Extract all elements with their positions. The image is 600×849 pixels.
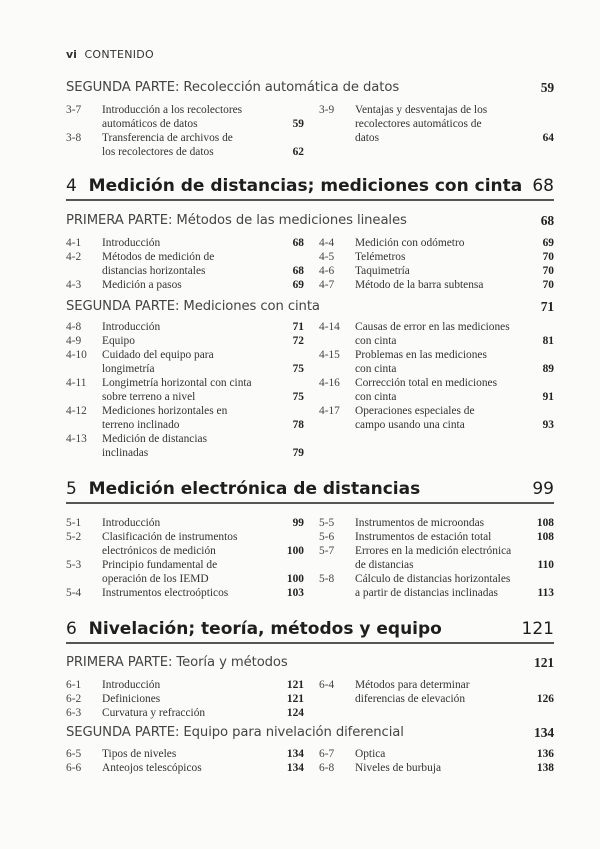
section-number: 4-4 — [319, 237, 335, 249]
section-page: 126 — [536, 693, 554, 705]
section-number: 5-7 — [319, 545, 335, 557]
section-title: Introducción a los recolectores automáticos de datos — [102, 104, 243, 130]
section-number: 4-9 — [66, 335, 82, 347]
chapter-title: Nivelación; teoría, métodos y equipo — [88, 619, 442, 639]
section-page: 121 — [286, 693, 304, 705]
part-heading — [66, 80, 554, 96]
section-page: 103 — [286, 587, 304, 599]
section-number: 3-8 — [66, 132, 82, 144]
toc-entry[interactable] — [319, 103, 554, 145]
toc-column — [66, 747, 304, 775]
part-heading — [66, 725, 554, 741]
toc-entry[interactable] — [66, 432, 304, 460]
running-title: CONTENIDO — [84, 48, 154, 61]
section-page: 70 — [542, 279, 554, 291]
section-page: 69 — [542, 237, 554, 249]
section-number: 4-17 — [319, 405, 340, 417]
toc-entry[interactable] — [319, 278, 554, 292]
section-number: 5-8 — [319, 573, 335, 585]
section-title: Instrumentos de microondas — [355, 517, 485, 529]
part-page: 134 — [534, 725, 554, 740]
section-page: 70 — [542, 251, 554, 263]
section-page: 70 — [542, 265, 554, 277]
section-page: 136 — [536, 748, 554, 760]
section-title: Longimetría horizontal con cinta sobre terreno a nivel — [102, 377, 252, 403]
section-title: Principio fundamental de operación de los IEMD — [102, 559, 218, 585]
section-number: 6-6 — [66, 762, 82, 774]
toc-entry[interactable] — [66, 278, 304, 292]
section-title: Anteojos telescópicos — [102, 762, 202, 774]
section-title: Curvatura y refracción — [102, 707, 206, 719]
toc-entry[interactable] — [319, 761, 554, 775]
page-number: vi — [66, 48, 77, 61]
toc-entry[interactable] — [319, 348, 554, 376]
section-title: Instrumentos electroópticos — [102, 587, 229, 599]
section-page: 89 — [542, 363, 554, 375]
toc-entry[interactable] — [66, 334, 304, 348]
section-title: Medición con odómetro — [355, 237, 465, 249]
toc-column — [319, 678, 554, 706]
toc-entry[interactable] — [66, 131, 304, 159]
chapter-heading — [66, 619, 554, 639]
section-title: Tipos de niveles — [102, 748, 177, 760]
part-heading — [66, 655, 554, 671]
toc-entry[interactable] — [66, 530, 304, 558]
section-title: Telémetros — [355, 251, 406, 263]
section-title: Cuidado del equipo para longimetría — [102, 349, 214, 375]
chapter-heading — [66, 479, 554, 499]
section-page: 113 — [537, 587, 554, 599]
section-page: 100 — [286, 545, 304, 557]
section-number: 4-3 — [66, 279, 82, 291]
chapter-number: 5 — [66, 479, 77, 499]
section-number: 5-6 — [319, 531, 335, 543]
toc-entry[interactable] — [319, 678, 554, 706]
section-title: Errores en la medición electrónica de distancias — [355, 545, 512, 571]
toc-entry[interactable] — [66, 706, 304, 720]
section-number: 5-4 — [66, 587, 82, 599]
section-title: Medición de distancias inclinadas — [102, 433, 208, 459]
toc-entry[interactable] — [66, 103, 304, 131]
toc-entry[interactable] — [319, 264, 554, 278]
section-page: 71 — [292, 321, 304, 333]
toc-entry[interactable] — [66, 250, 304, 278]
section-title: Clasificación de instrumentos electrónicos de medición — [102, 531, 238, 557]
chapter-rule — [66, 199, 554, 201]
section-page: 108 — [536, 517, 554, 529]
section-page: 100 — [286, 573, 304, 585]
section-title: Ventajas y desventajas de los recolectores automáticos de datos — [355, 104, 488, 144]
section-title: Corrección total en mediciones con cinta — [355, 377, 498, 403]
section-number: 6-1 — [66, 679, 82, 691]
part-page: 121 — [534, 655, 554, 670]
section-page: 93 — [542, 419, 554, 431]
section-number: 4-1 — [66, 237, 82, 249]
toc-entry[interactable] — [66, 516, 304, 530]
section-title: Instrumentos de estación total — [355, 531, 492, 543]
part-title: PRIMERA PARTE: Métodos de las mediciones lineales — [66, 213, 407, 228]
section-number: 4-13 — [66, 433, 87, 445]
toc-entry[interactable] — [66, 678, 304, 692]
section-number: 4-8 — [66, 321, 82, 333]
section-title: Problemas en las mediciones con cinta — [355, 349, 487, 375]
toc-entry[interactable] — [319, 376, 554, 404]
section-page: 78 — [292, 419, 304, 431]
toc-column — [319, 516, 554, 600]
part-heading — [66, 213, 554, 229]
section-page: 64 — [542, 132, 554, 144]
toc-entry[interactable] — [319, 572, 554, 600]
chapter-page: 121 — [521, 619, 554, 639]
toc-column — [319, 236, 554, 292]
section-title: Niveles de burbuja — [355, 762, 442, 774]
section-title: Introducción — [102, 517, 161, 529]
running-head — [66, 48, 154, 61]
section-page: 134 — [286, 762, 304, 774]
section-title: Definiciones — [102, 693, 161, 705]
section-page: 75 — [292, 363, 304, 375]
section-page: 75 — [292, 391, 304, 403]
section-page: 72 — [292, 335, 304, 347]
toc-entry[interactable] — [66, 586, 304, 600]
toc-entry[interactable] — [66, 348, 304, 376]
part-page: 59 — [540, 80, 554, 95]
section-page: 59 — [292, 118, 304, 130]
toc-entry[interactable] — [66, 761, 304, 775]
chapter-number: 4 — [66, 176, 77, 196]
section-number: 6-3 — [66, 707, 82, 719]
section-page: 68 — [292, 265, 304, 277]
toc-entry[interactable] — [319, 236, 554, 250]
section-title: Operaciones especiales de campo usando una cinta — [355, 405, 475, 431]
section-page: 69 — [292, 279, 304, 291]
section-number: 4-10 — [66, 349, 87, 361]
chapter-title: Medición electrónica de distancias — [88, 479, 421, 499]
section-title: Optica — [355, 748, 386, 760]
toc-entry[interactable] — [319, 544, 554, 572]
toc-entry[interactable] — [66, 236, 304, 250]
section-number: 4-2 — [66, 251, 82, 263]
section-page: 110 — [537, 559, 554, 571]
section-page: 79 — [292, 447, 304, 459]
section-number: 4-16 — [319, 377, 340, 389]
section-number: 4-11 — [66, 377, 87, 389]
section-number: 4-5 — [319, 251, 335, 263]
toc-entry[interactable] — [66, 747, 304, 761]
chapter-number: 6 — [66, 619, 77, 639]
toc-entry[interactable] — [319, 250, 554, 264]
section-number: 5-3 — [66, 559, 82, 571]
section-title: Métodos para determinar diferencias de elevación — [355, 679, 470, 705]
section-number: 6-4 — [319, 679, 335, 691]
section-number: 4-14 — [319, 321, 340, 333]
chapter-title: Medición de distancias; mediciones con cinta — [88, 176, 523, 196]
chapter-rule — [66, 502, 554, 504]
part-title: PRIMERA PARTE: Teoría y métodos — [66, 655, 288, 670]
toc-column — [66, 320, 304, 460]
chapter-rule — [66, 642, 554, 644]
section-page: 138 — [536, 762, 554, 774]
section-title: Medición a pasos — [102, 279, 182, 291]
toc-entry[interactable] — [319, 747, 554, 761]
section-title: Método de la barra subtensa — [355, 279, 484, 291]
section-number: 4-12 — [66, 405, 87, 417]
part-page: 71 — [540, 299, 554, 314]
section-number: 6-5 — [66, 748, 82, 760]
toc-column — [66, 103, 304, 159]
section-title: Equipo — [102, 335, 135, 347]
toc-column — [319, 320, 554, 432]
section-page: 121 — [286, 679, 304, 691]
chapter-page: 99 — [532, 479, 554, 499]
section-page: 108 — [536, 531, 554, 543]
section-number: 5-2 — [66, 531, 82, 543]
chapter-page: 68 — [532, 176, 554, 196]
section-number: 4-7 — [319, 279, 335, 291]
part-page: 68 — [540, 213, 554, 228]
toc-column — [66, 236, 304, 292]
toc-entry[interactable] — [66, 558, 304, 586]
section-title: Transferencia de archivos de los recolectores de datos — [102, 132, 233, 158]
section-title: Cálculo de distancias horizontales a partir de distancias inclinadas — [355, 573, 511, 599]
section-title: Introducción — [102, 237, 161, 249]
part-heading — [66, 299, 554, 315]
part-title: SEGUNDA PARTE: Recolección automática de datos — [66, 80, 400, 95]
toc-column — [66, 516, 304, 600]
section-title: Introducción — [102, 679, 161, 691]
toc-entry[interactable] — [319, 516, 554, 530]
part-title: SEGUNDA PARTE: Mediciones con cinta — [66, 299, 320, 314]
section-number: 4-15 — [319, 349, 340, 361]
section-number: 6-2 — [66, 693, 82, 705]
part-title: SEGUNDA PARTE: Equipo para nivelación diferencial — [66, 725, 404, 740]
chapter-heading — [66, 176, 554, 196]
section-title: Introducción — [102, 321, 161, 333]
section-number: 5-1 — [66, 517, 82, 529]
section-title: Taquimetría — [355, 265, 410, 277]
section-page: 99 — [292, 517, 304, 529]
section-number: 4-6 — [319, 265, 335, 277]
toc-entry[interactable] — [319, 320, 554, 348]
toc-entry[interactable] — [66, 692, 304, 706]
section-number: 6-8 — [319, 762, 335, 774]
section-page: 62 — [292, 146, 304, 158]
toc-entry[interactable] — [66, 404, 304, 432]
toc-column — [66, 678, 304, 720]
section-number: 5-5 — [319, 517, 335, 529]
toc-entry[interactable] — [66, 320, 304, 334]
toc-entry[interactable] — [66, 376, 304, 404]
section-page: 81 — [542, 335, 554, 347]
section-page: 68 — [292, 237, 304, 249]
section-number: 6-7 — [319, 748, 335, 760]
toc-entry[interactable] — [319, 530, 554, 544]
section-page: 124 — [286, 707, 304, 719]
section-title: Mediciones horizontales en terreno inclinado — [102, 405, 228, 431]
toc-entry[interactable] — [319, 404, 554, 432]
section-page: 91 — [542, 391, 554, 403]
section-number: 3-9 — [319, 104, 335, 116]
section-title: Causas de error en las mediciones con cinta — [355, 321, 510, 347]
section-number: 3-7 — [66, 104, 82, 116]
section-page: 134 — [286, 748, 304, 760]
toc-column — [319, 747, 554, 775]
section-title: Métodos de medición de distancias horizontales — [102, 251, 215, 277]
toc-column — [319, 103, 554, 145]
